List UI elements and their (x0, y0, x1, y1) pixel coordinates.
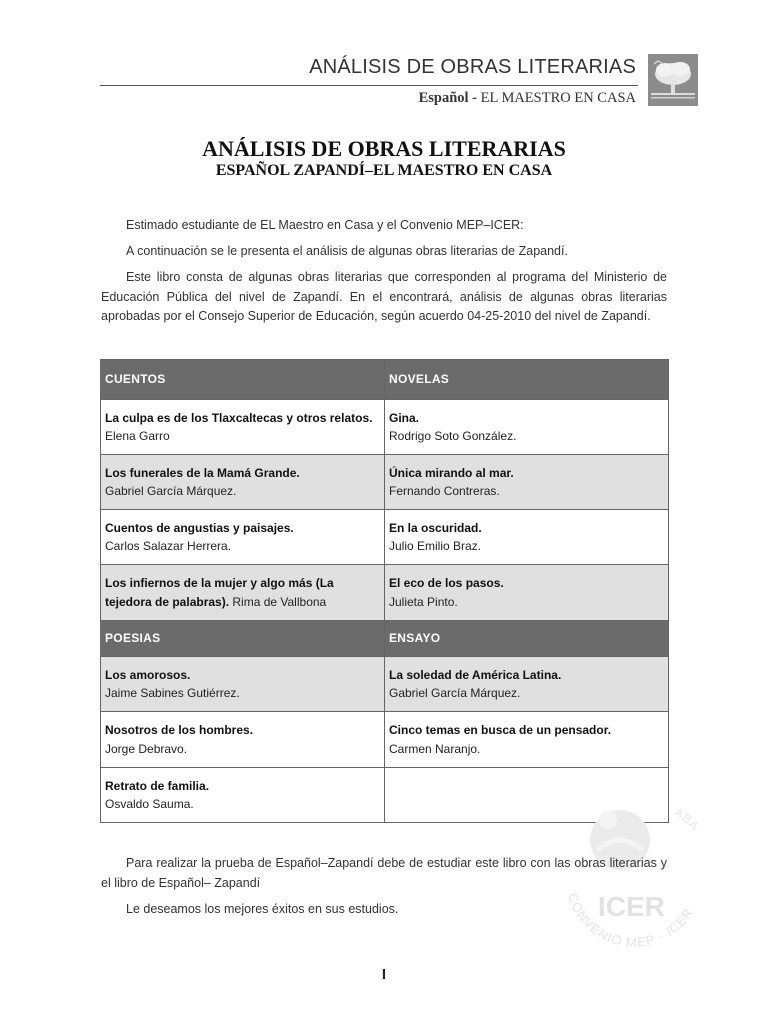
closing-paragraph-2: Le deseamos los mejores éxitos en sus estudios. (126, 902, 399, 916)
work-cell (385, 712, 669, 768)
work-cell (385, 510, 669, 565)
work-cell (101, 400, 385, 455)
table-row (101, 565, 669, 621)
table-header-row (101, 360, 669, 400)
work-author: Osvaldo Sauma. (105, 797, 194, 811)
work-title: Gina. (389, 410, 420, 425)
work-author: Fernando Contreras. (389, 484, 500, 498)
work-title: En la oscuridad. (389, 520, 482, 535)
table-row (101, 657, 669, 712)
intro-greeting: Estimado estudiante de EL Maestro en Casa y el Convenio MEP–ICER: (126, 218, 524, 232)
work-cell (101, 455, 385, 510)
header-cuentos: CUENTOS (101, 360, 385, 400)
works-table (100, 359, 669, 823)
work-author: Gabriel García Márquez. (105, 484, 237, 498)
work-title: Retrato de familia. (105, 778, 210, 793)
table-header-row (101, 621, 669, 657)
header-title: ANÁLISIS DE OBRAS LITERARIAS (309, 56, 636, 78)
intro-paragraph-2: A continuación se le presenta el análisis de algunas obras literarias de Zapandí. (126, 244, 568, 258)
work-author: Rima de Vallbona (229, 594, 327, 609)
work-author: Jaime Sabines Gutiérrez. (105, 686, 240, 700)
work-title: Los amorosos. (105, 667, 191, 682)
work-cell (101, 712, 385, 768)
intro-paragraph-3: Este libro consta de algunas obras literarias que corresponden al programa del Ministerio de Educación Pública del nivel de Zapandí. En el encontrará, análisis de algunas obras literarias aprobadas por el Consejo Superior de Educación, según acuerdo 04-25-2010 del nivel de Zapandí. (101, 270, 667, 323)
document-title: ANÁLISIS DE OBRAS LITERARIAS (202, 136, 566, 161)
work-title: Los infiernos de la mujer y algo más (La tejedora de palabras). (105, 576, 334, 609)
work-author: Julieta Pinto. (389, 594, 458, 609)
work-cell (385, 455, 669, 510)
work-author: Gabriel García Márquez. (389, 686, 521, 700)
table-row (101, 510, 669, 565)
header-subtitle-bold: Español - (418, 90, 478, 106)
work-title: Cinco temas en busca de un pensador. (389, 723, 612, 737)
work-cell (101, 657, 385, 712)
work-cell (385, 565, 669, 621)
work-title: Nosotros de los hombres. (105, 723, 254, 737)
header-subtitle (300, 90, 636, 107)
header-ensayo: ENSAYO (385, 621, 669, 657)
work-author: Jorge Debravo. (105, 741, 188, 756)
tree-logo-icon (648, 54, 698, 106)
work-cell (101, 510, 385, 565)
header-poesias: POESIAS (101, 621, 385, 657)
header-novelas: NOVELAS (385, 360, 669, 400)
work-cell (385, 400, 669, 455)
watermark-ring-text: CONVENIO MEP · ICER (564, 891, 697, 950)
table-row (101, 712, 669, 768)
header-subtitle-rest: EL MAESTRO EN CASA (477, 90, 636, 106)
header-rule (100, 85, 638, 86)
work-author: Carmen Naranjo. (389, 741, 481, 756)
table-row (101, 400, 669, 455)
work-title: Cuentos de angustias y paisajes. (105, 520, 294, 535)
work-cell (101, 565, 385, 621)
work-title: Los funerales de la Mamá Grande. (105, 465, 300, 480)
work-author: Julio Emilio Braz. (389, 539, 482, 553)
work-author: Elena Garro (105, 429, 170, 443)
table-row (101, 455, 669, 510)
work-cell (101, 768, 385, 823)
watermark-partial-text: ABA (671, 805, 703, 834)
work-title: La soledad de América Latina. (389, 667, 562, 682)
svg-text:ABA (672, 805, 702, 834)
document-subtitle: ESPAÑOL ZAPANDÍ–EL MAESTRO EN CASA (215, 162, 553, 179)
work-title: El eco de los pasos. (389, 576, 504, 590)
work-author: Carlos Salazar Herrera. (105, 539, 232, 553)
watermark-main-text: ICER (598, 891, 665, 922)
work-cell (385, 657, 669, 712)
work-title: La culpa es de los Tlaxcaltecas y otros relatos. (105, 410, 373, 425)
work-title: Única mirando al mar. (389, 465, 514, 480)
page-number: I (381, 966, 387, 983)
closing-paragraph-1: Para realizar la prueba de Español–Zapandí debe de estudiar este libro con las obras literarias y el libro de Español– Zapandí (101, 856, 667, 890)
work-author: Rodrigo Soto González. (389, 429, 517, 443)
